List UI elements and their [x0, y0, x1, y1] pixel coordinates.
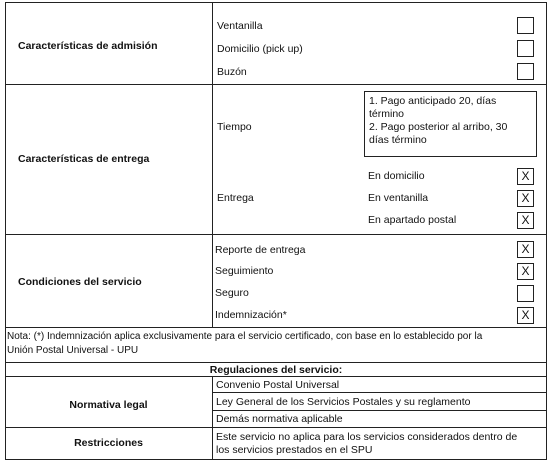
admision-checkbox-ventanilla[interactable]	[517, 17, 534, 34]
tiempo-term-line: 2. Pago posterior al arribo, 30	[369, 121, 508, 133]
entrega-checkbox-domicilio[interactable]: X	[517, 168, 534, 185]
table-border	[5, 2, 547, 3]
column-divider	[212, 376, 213, 460]
entrega-sub-label: Entrega	[217, 192, 254, 204]
condiciones-checkbox-indemnizacion[interactable]: X	[517, 307, 534, 324]
admision-item-label: Ventanilla	[217, 20, 263, 32]
admision-item-label: Buzón	[217, 66, 247, 78]
entrega-label: Características de entrega	[18, 153, 150, 165]
condiciones-item-label: Indemnización*	[215, 309, 287, 321]
note-text: Nota: (*) Indemnización aplica exclusivamente para el servicio certificado, con base en lo establecido por la	[7, 331, 483, 342]
condiciones-item-label: Reporte de entrega	[215, 244, 306, 256]
condiciones-checkbox-reporte[interactable]: X	[517, 241, 534, 258]
condiciones-item-label: Seguro	[215, 287, 249, 299]
tiempo-term-line: días término	[369, 134, 427, 146]
entrega-item-label: En apartado postal	[368, 214, 457, 226]
entrega-item-label: En ventanilla	[368, 192, 429, 204]
normativa-item: Demás normativa aplicable	[216, 413, 343, 425]
tiempo-terms-box	[364, 91, 537, 157]
condiciones-item-label: Seguimiento	[215, 265, 274, 277]
row-divider	[5, 327, 547, 328]
row-divider	[212, 410, 547, 411]
normativa-item: Convenio Postal Universal	[216, 379, 340, 391]
note-text: Unión Postal Universal - UPU	[7, 345, 139, 356]
entrega-item-label: En domicilio	[368, 170, 425, 182]
row-divider	[5, 427, 547, 428]
row-divider	[5, 84, 547, 85]
tiempo-label: Tiempo	[217, 121, 252, 133]
service-characteristics-table	[5, 2, 547, 460]
normativa-label: Normativa legal	[69, 399, 148, 411]
tiempo-term-line: término	[369, 108, 405, 120]
admision-checkbox-buzon[interactable]	[517, 63, 534, 80]
column-divider	[212, 2, 213, 327]
admision-checkbox-domicilio[interactable]	[517, 40, 534, 57]
condiciones-checkbox-seguimiento[interactable]: X	[517, 263, 534, 280]
row-divider	[5, 362, 547, 363]
admision-label: Características de admisión	[18, 40, 158, 52]
row-divider	[5, 234, 547, 235]
regulaciones-header: Regulaciones del servicio:	[209, 364, 343, 376]
row-divider	[212, 392, 547, 393]
condiciones-checkbox-seguro[interactable]	[517, 285, 534, 302]
table-border	[5, 459, 547, 460]
restricciones-text: Este servicio no aplica para los servicios considerados dentro de	[216, 431, 518, 443]
normativa-item: Ley General de los Servicios Postales y su reglamento	[216, 396, 471, 408]
admision-item-label: Domicilio (pick up)	[217, 43, 303, 55]
table-border	[5, 2, 6, 460]
entrega-checkbox-ventanilla[interactable]: X	[517, 190, 534, 207]
entrega-checkbox-apartado[interactable]: X	[517, 212, 534, 229]
restricciones-label: Restricciones	[74, 437, 143, 449]
condiciones-label: Condiciones del servicio	[18, 276, 142, 288]
tiempo-term-line: 1. Pago anticipado 20, días	[369, 95, 497, 107]
restricciones-text: los servicios prestados en el SPU	[216, 444, 373, 456]
